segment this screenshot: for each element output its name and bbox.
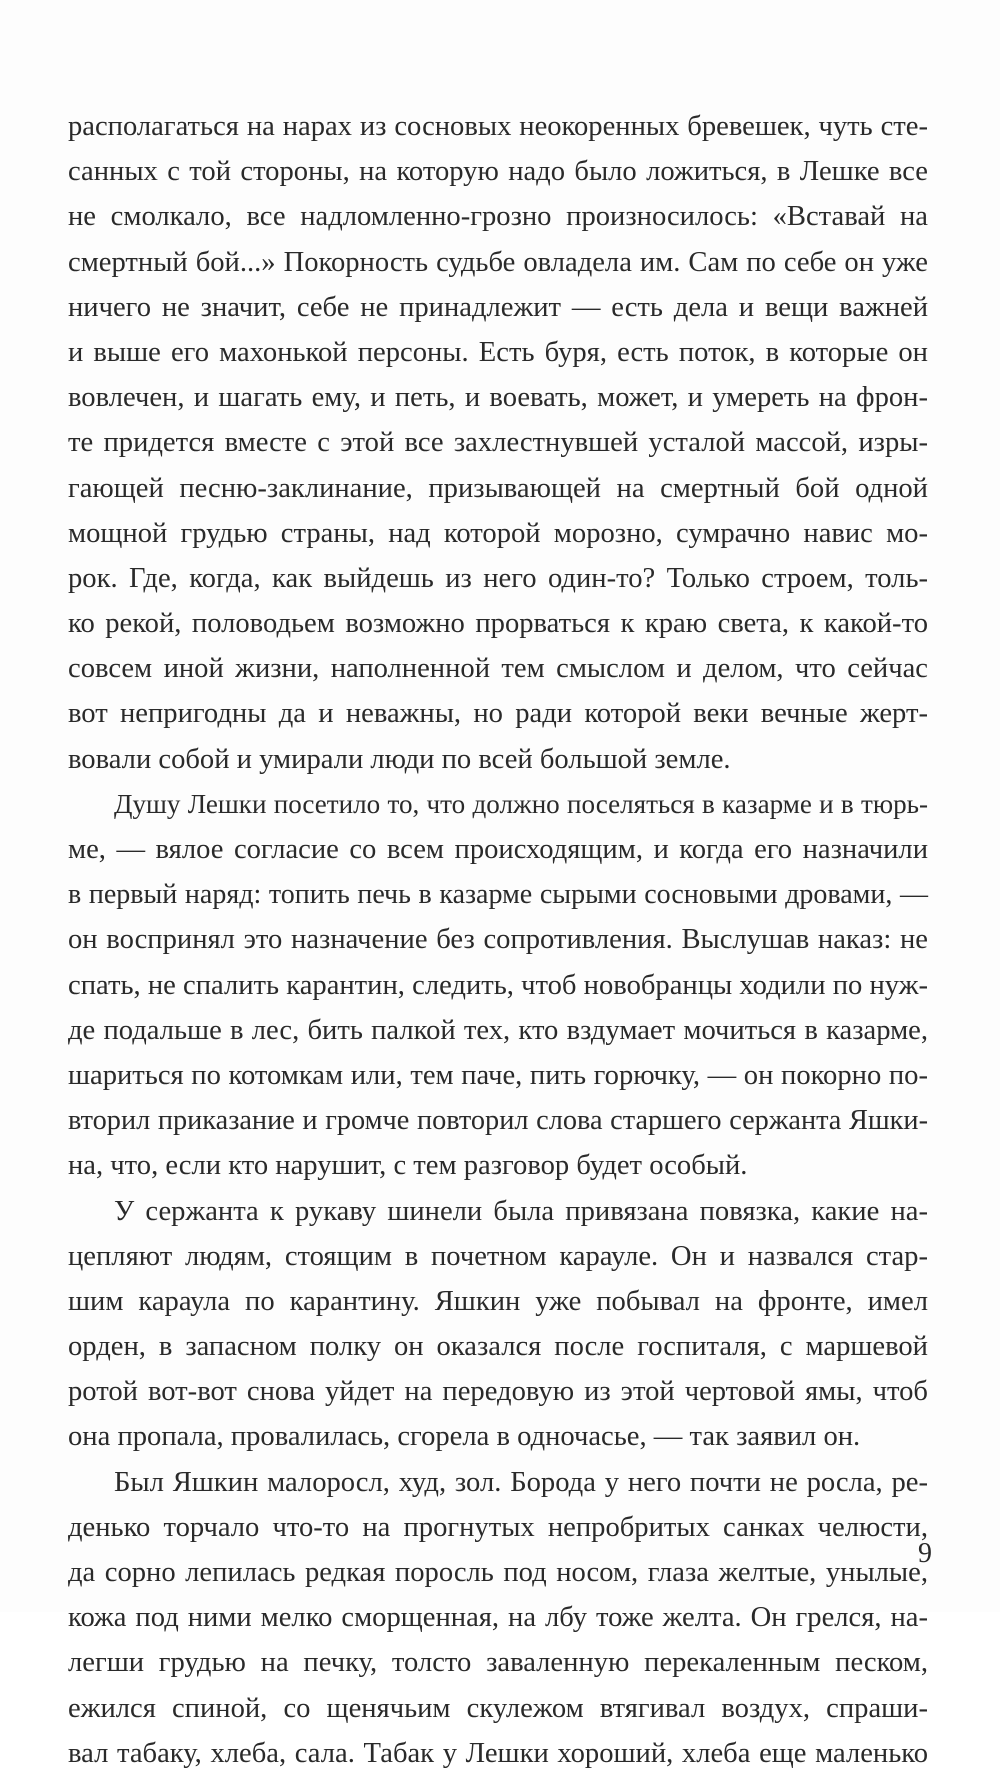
text-line: кожа под ними мелко сморщенная, на лбу тоже желта. Он грелся, на- (68, 1602, 928, 1634)
paragraph (68, 1460, 928, 1776)
text-line: вовлечен, и шагать ему, и петь, и воевать, может, и умереть на фрон- (68, 382, 928, 414)
text-line: Был Яшкин малоросл, худ, зол. Борода у него почти не росла, ре- (114, 1466, 928, 1498)
text-line: ничего не значит, себе не принадлежит — есть дела и вещи важней (68, 291, 928, 323)
paragraph (68, 104, 928, 782)
text-line: вторил приказание и громче повторил слова старшего сержанта Яшки- (68, 1105, 928, 1137)
text-line: в первый наряд: топить печь в казарме сырыми сосновыми дровами, — (68, 879, 928, 911)
text-line: шим караула по карантину. Яшкин уже побывал на фронте, имел (68, 1285, 928, 1317)
text-line: рок. Где, когда, как выйдешь из него один-то? Только строем, толь- (68, 562, 928, 594)
text-line: санных с той стороны, на которую надо было ложиться, в Лешке все (68, 156, 928, 188)
text-line: ко рекой, половодьем возможно прорваться к краю света, к какой-то (68, 608, 928, 640)
text-line: она пропала, провалилась, сгорела в одночасье, — так заявил он. (68, 1421, 861, 1453)
paragraph (68, 782, 928, 1189)
text-line: располагаться на нарах из сосновых неокоренных бревешек, чуть сте- (68, 111, 928, 142)
text-line: не смолкало, все надломленно-грозно произносилось: «Вставай на (68, 201, 928, 233)
text-line: совсем иной жизни, наполненной тем смыслом и делом, что сейчас (68, 653, 928, 685)
text-line: ежился спиной, со щенячьим скулежом втягивал воздух, спраши- (68, 1692, 928, 1724)
page-number: 9 (918, 1538, 932, 1569)
text-line: спать, не спалить карантин, следить, чтоб новобранцы ходили по нуж- (68, 969, 928, 1001)
text-line: ме, — вялое согласие со всем происходящим, и когда его назначили (68, 834, 928, 865)
text-line: смертный бой...» Покорность судьбе овладела им. Сам по себе он уже (68, 246, 928, 278)
paragraph (68, 1189, 928, 1460)
text-line: легши грудью на печку, толсто заваленную перекаленным песком, (68, 1647, 928, 1679)
text-line: да сорно лепилась редкая поросль под носом, глаза желтые, унылые, (68, 1557, 928, 1588)
text-line: ротой вот-вот снова уйдет на передовую из этой чертовой ямы, чтоб (68, 1376, 928, 1408)
text-line: цепляют людям, стоящим в почетном карауле. Он и назвался стар- (68, 1240, 928, 1272)
text-line: вовали собой и умирали люди по всей большой земле. (68, 743, 731, 775)
text-line: на, что, если кто нарушит, с тем разговор будет особый. (68, 1150, 748, 1182)
text-line: Душу Лешки посетило то, что должно поселяться в казарме и в тюрь- (114, 788, 928, 819)
text-line: денько торчало что-то на прогнутых непробритых санках челюсти, (68, 1511, 928, 1543)
text-line: вот непригодны да и неважны, но ради которой веки вечные жерт- (68, 698, 928, 730)
text-line: шариться по котомкам или, тем паче, пить горючку, — он покорно по- (68, 1059, 928, 1091)
text-line: он воспринял это назначение без сопротивления. Выслушав наказ: не (68, 924, 928, 956)
body-text (68, 104, 928, 1776)
text-line: вал табаку, хлеба, сала. Табак у Лешки хороший, хлеба еще маленько (68, 1737, 928, 1769)
text-line: У сержанта к рукаву шинели была привязана повязка, какие на- (114, 1195, 928, 1227)
text-line: мощной грудью страны, над которой морозно, сумрачно навис мо- (68, 517, 928, 549)
text-line: де подальше в лес, бить палкой тех, кто вздумает мочиться в казарме, (68, 1014, 928, 1046)
text-line: гающей песню-заклинание, призывающей на смертный бой одной (68, 472, 928, 504)
text-line: и выше его махонькой персоны. Есть буря, есть поток, в которые он (68, 336, 928, 368)
text-line: орден, в запасном полку он оказался после госпиталя, с маршевой (68, 1331, 928, 1363)
text-line: те придется вместе с этой все захлестнувшей усталой массой, изры- (68, 427, 928, 459)
